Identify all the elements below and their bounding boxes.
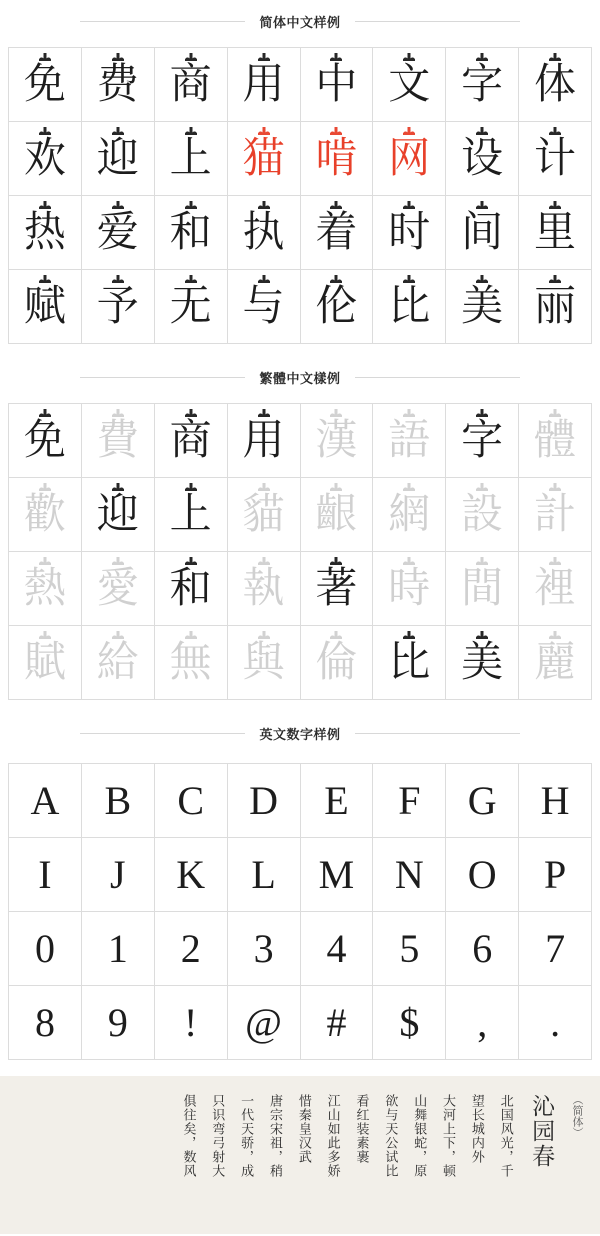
spacer [0,387,600,403]
glyph-cell[interactable] [228,270,301,344]
poem-title: 沁园春 [529,1094,555,1169]
glyph: 6 [472,925,493,971]
glyph-cell[interactable] [228,912,301,986]
glyph-cell[interactable] [9,196,82,270]
glyph: 费 [96,61,139,108]
glyph: 愛 [96,565,139,612]
rule-left [80,733,245,734]
glyph-cell[interactable] [301,838,374,912]
glyph-cell[interactable] [82,48,155,122]
grid-wrap-latin [0,763,600,1060]
glyph-cell[interactable] [373,196,446,270]
glyph: 和 [169,209,212,256]
grid-wrap-traditional [0,403,600,700]
glyph-cell[interactable] [373,838,446,912]
glyph: 字 [461,417,504,464]
glyph: 漢 [315,417,358,464]
glyph: B [104,777,132,823]
glyph-cell[interactable] [301,196,374,270]
spacer [0,1060,600,1076]
glyph-cell[interactable] [228,48,301,122]
glyph-cell[interactable] [9,404,82,478]
glyph-cell[interactable] [446,404,519,478]
glyph-cell[interactable] [373,270,446,344]
glyph: , [477,999,488,1045]
glyph: 用 [242,417,285,464]
grid-wrap-simplified [0,47,600,344]
glyph: . [550,999,561,1045]
section-title-traditional: 繁體中文樣例 [259,371,341,386]
glyph-cell-faint[interactable] [82,552,155,626]
glyph: 免 [23,61,66,108]
glyph: 美 [461,639,504,686]
glyph: 迎 [96,135,139,182]
section-header-latin [0,724,600,743]
glyph: 8 [34,999,55,1045]
glyph: 美 [461,283,504,330]
glyph: 倫 [315,639,358,686]
glyph: 間 [461,565,504,612]
glyph: # [326,999,347,1045]
glyph: K [176,851,206,897]
glyph: 时 [388,209,431,256]
poem-line: 北国风光，千 [498,1094,514,1178]
section-header-simplified [0,12,600,31]
glyph-cell[interactable] [446,764,519,838]
glyph-cell[interactable] [301,48,374,122]
poem-line: 看红装素裹 [354,1094,370,1164]
glyph-cell[interactable] [301,986,374,1060]
glyph-cell-faint[interactable] [228,478,301,552]
glyph-cell[interactable] [82,196,155,270]
glyph: 熱 [23,565,66,612]
glyph: 設 [461,491,504,538]
rule-left [80,21,245,22]
glyph-cell-faint[interactable] [9,552,82,626]
rule-right [355,377,520,378]
poem-line: 欲与天公试比 [383,1094,399,1178]
top-spacer [0,0,600,12]
glyph-cell[interactable] [9,122,82,196]
glyph: 2 [180,925,201,971]
glyph-cell-faint[interactable] [519,552,592,626]
glyph: 用 [242,61,285,108]
poem-columns [16,1094,584,1234]
glyph: 执 [242,209,285,256]
glyph: P [543,851,567,897]
glyph-cell[interactable] [519,196,592,270]
glyph: 比 [388,283,431,330]
glyph: 0 [34,925,55,971]
glyph: 计 [534,135,577,182]
glyph: 時 [388,565,431,612]
glyph-cell-faint[interactable] [519,404,592,478]
glyph-cell[interactable] [9,764,82,838]
glyph: 爱 [96,209,139,256]
glyph-grid-latin [8,763,592,1060]
glyph: G [467,777,497,823]
glyph-cell[interactable] [228,838,301,912]
glyph: 齦 [315,491,358,538]
glyph-cell[interactable] [519,270,592,344]
spacer [0,344,600,368]
glyph-cell[interactable] [155,122,228,196]
glyph: 4 [326,925,347,971]
glyph: 赋 [23,283,66,330]
glyph-cell[interactable] [373,986,446,1060]
glyph: E [324,777,349,823]
glyph: A [30,777,60,823]
glyph: 间 [461,209,504,256]
section-title-simplified: 简体中文样例 [259,15,341,30]
glyph-cell[interactable] [9,48,82,122]
glyph-cell-faint[interactable] [301,404,374,478]
glyph-cell[interactable] [519,912,592,986]
glyph: 5 [399,925,420,971]
glyph-cell[interactable] [155,270,228,344]
poem-line: 唐宗宋祖，稍 [267,1094,283,1178]
glyph-cell[interactable] [301,764,374,838]
glyph: 貓 [242,491,285,538]
glyph-cell[interactable] [82,986,155,1060]
glyph-cell[interactable] [9,270,82,344]
glyph: 体 [534,61,577,108]
glyph-cell[interactable] [446,270,519,344]
glyph-cell[interactable] [301,270,374,344]
glyph: 热 [23,209,66,256]
glyph: 給 [96,639,139,686]
glyph-grid-traditional [8,403,592,700]
glyph: D [249,777,278,823]
glyph-cell-faint[interactable] [519,626,592,700]
glyph-cell[interactable] [228,196,301,270]
glyph: 设 [461,135,504,182]
glyph-cell[interactable] [301,552,374,626]
glyph: 無 [169,639,212,686]
glyph: 欢 [23,135,66,182]
glyph: ! [184,999,198,1045]
glyph-cell[interactable] [155,986,228,1060]
glyph: 予 [96,283,139,330]
glyph: 伦 [315,283,358,330]
rule-right [355,21,520,22]
glyph-cell[interactable] [446,48,519,122]
glyph: 和 [169,565,212,612]
glyph-cell-accent[interactable] [373,122,446,196]
glyph: 麗 [534,639,577,686]
glyph-cell-faint[interactable] [9,626,82,700]
glyph-cell[interactable] [519,838,592,912]
glyph-cell-faint[interactable] [9,478,82,552]
glyph: 7 [545,925,566,971]
glyph-cell[interactable] [519,764,592,838]
glyph: N [394,851,424,897]
glyph: F [398,777,421,823]
glyph-cell-faint[interactable] [82,626,155,700]
poem-line: 江山如此多娇 [325,1094,341,1178]
glyph-cell[interactable] [155,552,228,626]
glyph-cell-faint[interactable] [446,552,519,626]
glyph: 无 [169,283,212,330]
poem-line: 大河上下，顿 [441,1094,457,1178]
glyph-cell[interactable] [155,838,228,912]
glyph-cell-accent[interactable] [228,122,301,196]
glyph-cell[interactable] [446,838,519,912]
glyph-cell-faint[interactable] [301,626,374,700]
glyph: 歡 [23,491,66,538]
glyph: L [251,851,276,897]
poem-line: 望长城内外 [469,1094,485,1164]
glyph: $ [399,999,420,1045]
glyph-cell[interactable] [82,838,155,912]
glyph-cell[interactable] [82,912,155,986]
glyph-cell[interactable] [155,764,228,838]
poem-label: （简体） [571,1094,583,1138]
glyph-cell[interactable] [519,122,592,196]
glyph: 語 [388,417,431,464]
glyph: 體 [534,417,577,464]
glyph-cell[interactable] [446,196,519,270]
glyph-cell[interactable] [446,912,519,986]
glyph-cell[interactable] [9,838,82,912]
glyph-cell[interactable] [9,986,82,1060]
glyph: I [38,851,52,897]
glyph: 與 [242,639,285,686]
glyph-cell-faint[interactable] [373,552,446,626]
glyph-cell[interactable] [519,986,592,1060]
poem-line: 惜秦皇汉武 [296,1094,312,1164]
glyph: 着 [315,209,358,256]
glyph-cell[interactable] [446,986,519,1060]
glyph: 比 [388,639,431,686]
glyph-cell[interactable] [446,626,519,700]
glyph: 3 [253,925,274,971]
glyph: 1 [107,925,128,971]
glyph-cell[interactable] [155,196,228,270]
poem-line: 一代天骄，成 [239,1094,255,1178]
glyph-cell[interactable] [373,48,446,122]
glyph: 9 [107,999,128,1045]
glyph-cell[interactable] [519,48,592,122]
section-title-latin: 英文数字样例 [259,727,341,742]
poem-line: 俱往矣，数风 [181,1094,197,1178]
glyph-cell[interactable] [82,270,155,344]
glyph: 裡 [534,565,577,612]
glyph: 网 [388,135,431,182]
glyph: C [177,777,205,823]
glyph: O [467,851,497,897]
glyph: 中 [315,61,358,108]
glyph-cell-accent[interactable] [301,122,374,196]
glyph-cell[interactable] [155,478,228,552]
glyph: 賦 [23,639,66,686]
poem-line: 山舞银蛇，原 [412,1094,428,1178]
glyph: 迎 [96,491,139,538]
spacer [0,31,600,47]
glyph: 文 [388,61,431,108]
glyph: 丽 [534,283,577,330]
poem-line: 只识弯弓射大 [210,1094,226,1178]
glyph-cell[interactable] [446,122,519,196]
glyph: M [318,851,355,897]
glyph: 執 [242,565,285,612]
glyph: H [540,777,570,823]
section-header-traditional [0,368,600,387]
glyph: 与 [242,283,285,330]
glyph-cell-faint[interactable] [373,404,446,478]
glyph-cell[interactable] [9,912,82,986]
glyph: 著 [315,565,358,612]
glyph-cell[interactable] [155,912,228,986]
glyph: 商 [169,61,212,108]
glyph-cell[interactable] [155,48,228,122]
glyph-cell-faint[interactable] [228,552,301,626]
glyph-cell-faint[interactable] [519,478,592,552]
glyph: 免 [23,417,66,464]
rule-right [355,733,520,734]
glyph-cell[interactable] [155,404,228,478]
rule-left [80,377,245,378]
glyph-cell-faint[interactable] [82,404,155,478]
glyph-cell-faint[interactable] [228,626,301,700]
glyph-cell-faint[interactable] [301,478,374,552]
glyph-cell[interactable] [373,626,446,700]
spacer [0,700,600,724]
glyph-cell-faint[interactable] [373,478,446,552]
glyph-cell[interactable] [373,912,446,986]
glyph: J [110,851,126,897]
glyph: 商 [169,417,212,464]
glyph-cell[interactable] [228,764,301,838]
glyph: 費 [96,417,139,464]
glyph-cell-faint[interactable] [155,626,228,700]
glyph-cell[interactable] [228,404,301,478]
glyph: 猫 [242,135,285,182]
glyph: 字 [461,61,504,108]
glyph: 上 [169,491,212,538]
glyph: @ [245,999,282,1045]
poem-specimen-panel [0,1076,600,1234]
glyph: 里 [534,209,577,256]
glyph: 啃 [315,135,358,182]
glyph-cell[interactable] [82,764,155,838]
glyph-cell-faint[interactable] [446,478,519,552]
glyph: 網 [388,491,431,538]
glyph-cell[interactable] [82,478,155,552]
spacer [0,743,600,763]
glyph-cell[interactable] [82,122,155,196]
glyph: 計 [534,491,577,538]
glyph-cell[interactable] [228,986,301,1060]
glyph: 上 [169,135,212,182]
glyph-cell[interactable] [301,912,374,986]
glyph-grid-simplified [8,47,592,344]
glyph-cell[interactable] [373,764,446,838]
